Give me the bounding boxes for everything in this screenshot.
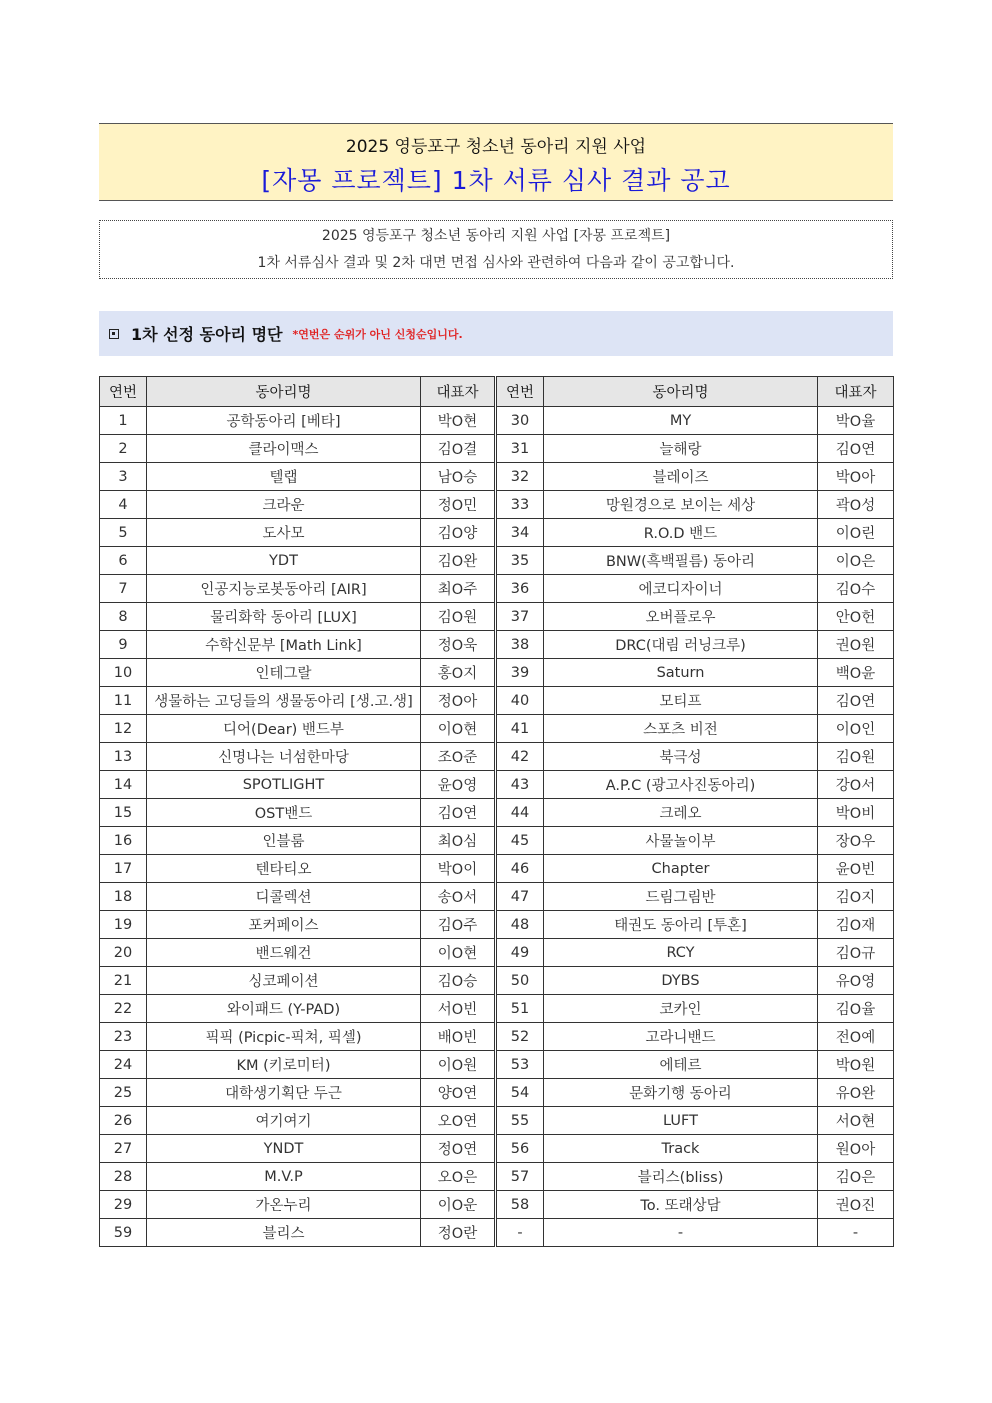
cell-representative: 홍O지 [421,659,496,687]
table-row [100,799,894,827]
cell-no: 47 [496,883,544,911]
table-row [100,435,894,463]
table-row [100,491,894,519]
square-bullet-icon [109,329,119,339]
cell-representative: 이O운 [421,1191,496,1219]
cell-club-name: RCY [544,939,818,967]
cell-club-name: YDT [147,547,421,575]
cell-club-name: LUFT [544,1107,818,1135]
cell-no: 27 [100,1135,147,1163]
cell-club-name: MY [544,407,818,435]
cell-club-name: 생물하는 고딩들의 생물동아리 [생.고.생] [147,687,421,715]
cell-club-name: To. 또래상담 [544,1191,818,1219]
cell-club-name: BNW(흑백필름) 동아리 [544,547,818,575]
table-row [100,1191,894,1219]
cell-representative: 최O심 [421,827,496,855]
cell-representative: 김O원 [818,743,894,771]
header-representative: 대표자 [421,377,496,407]
cell-no: 15 [100,799,147,827]
cell-club-name: KM (키로미터) [147,1051,421,1079]
cell-no: 50 [496,967,544,995]
table-row [100,547,894,575]
cell-no: 5 [100,519,147,547]
cell-representative: 김O수 [818,575,894,603]
cell-no: 20 [100,939,147,967]
cell-representative: 서O빈 [421,995,496,1023]
cell-no: 19 [100,911,147,939]
cell-no: 56 [496,1135,544,1163]
table-row [100,715,894,743]
cell-club-name: 싱코페이션 [147,967,421,995]
cell-no: - [496,1219,544,1247]
cell-representative: 곽O성 [818,491,894,519]
table-row [100,687,894,715]
cell-representative: 오O연 [421,1107,496,1135]
intro-line-2: 1차 서류심사 결과 및 2차 대면 면접 심사와 관련하여 다음과 같이 공고합니다. [257,255,735,271]
cell-representative: 김O연 [421,799,496,827]
table-row [100,911,894,939]
cell-club-name: 모티프 [544,687,818,715]
cell-no: 13 [100,743,147,771]
cell-representative: 배O빈 [421,1023,496,1051]
table-row [100,603,894,631]
cell-no: 45 [496,827,544,855]
cell-no: 7 [100,575,147,603]
table-row [100,1107,894,1135]
cell-representative: 유O영 [818,967,894,995]
table-row [100,771,894,799]
cell-club-name: 수학신문부 [Math Link] [147,631,421,659]
cell-no: 12 [100,715,147,743]
cell-representative: 정O민 [421,491,496,519]
cell-representative: 박O원 [818,1051,894,1079]
program-title: 2025 영등포구 청소년 동아리 지원 사업 [345,137,647,157]
cell-club-name: 사물놀이부 [544,827,818,855]
cell-no: 26 [100,1107,147,1135]
cell-no: 43 [496,771,544,799]
cell-club-name: Saturn [544,659,818,687]
cell-club-name: 포커페이스 [147,911,421,939]
cell-representative: 김O주 [421,911,496,939]
cell-representative: 이O인 [818,715,894,743]
cell-representative: 김O결 [421,435,496,463]
cell-club-name: 와이패드 (Y-PAD) [147,995,421,1023]
cell-representative: 윤O영 [421,771,496,799]
table-row [100,995,894,1023]
cell-no: 54 [496,1079,544,1107]
cell-representative: 박O율 [818,407,894,435]
cell-no: 18 [100,883,147,911]
cell-no: 38 [496,631,544,659]
cell-no: 44 [496,799,544,827]
table-row [100,1023,894,1051]
cell-club-name: - [544,1219,818,1247]
cell-representative: 박O이 [421,855,496,883]
cell-representative: 강O서 [818,771,894,799]
cell-club-name: 에코디자이너 [544,575,818,603]
cell-representative: 김O원 [421,603,496,631]
cell-representative: 백O윤 [818,659,894,687]
cell-club-name: 블리스(bliss) [544,1163,818,1191]
cell-representative: 김O재 [818,911,894,939]
cell-representative: 권O진 [818,1191,894,1219]
cell-club-name: 물리화학 동아리 [LUX] [147,603,421,631]
cell-club-name: 크라운 [147,491,421,519]
cell-representative: 정O연 [421,1135,496,1163]
cell-representative: 김O승 [421,967,496,995]
cell-no: 36 [496,575,544,603]
cell-no: 2 [100,435,147,463]
cell-club-name: 크레오 [544,799,818,827]
cell-no: 25 [100,1079,147,1107]
table-row [100,631,894,659]
cell-representative: 김O연 [818,687,894,715]
cell-representative: 원O아 [818,1135,894,1163]
cell-representative: 서O현 [818,1107,894,1135]
intro-line-1: 2025 영등포구 청소년 동아리 지원 사업 [자몽 프로젝트] [321,228,671,244]
header-no: 연번 [100,377,147,407]
cell-club-name: Track [544,1135,818,1163]
notice-title: [자몽 프로젝트] 1차 서류 심사 결과 공고 [261,166,731,195]
cell-club-name: R.O.D 밴드 [544,519,818,547]
cell-no: 52 [496,1023,544,1051]
cell-no: 46 [496,855,544,883]
cell-club-name: 인공지능로봇동아리 [AIR] [147,575,421,603]
cell-representative: 윤O빈 [818,855,894,883]
cell-no: 23 [100,1023,147,1051]
cell-club-name: 드림그림반 [544,883,818,911]
cell-representative: 김O은 [818,1163,894,1191]
cell-representative: 김O완 [421,547,496,575]
cell-no: 32 [496,463,544,491]
table-row [100,1079,894,1107]
cell-no: 58 [496,1191,544,1219]
table-row [100,463,894,491]
cell-representative: 유O완 [818,1079,894,1107]
cell-no: 21 [100,967,147,995]
cell-no: 22 [100,995,147,1023]
cell-no: 42 [496,743,544,771]
cell-no: 57 [496,1163,544,1191]
club-list-table [99,376,894,1247]
cell-no: 9 [100,631,147,659]
cell-representative: 정O욱 [421,631,496,659]
section-note: *연번은 순위가 아닌 신청순입니다. [292,327,463,341]
table-header-row [100,377,894,407]
cell-club-name: 픽픽 (Picpic-픽쳐, 픽셀) [147,1023,421,1051]
cell-representative: 박O현 [421,407,496,435]
cell-club-name: 북극성 [544,743,818,771]
cell-representative: 이O현 [421,715,496,743]
cell-representative: 전O예 [818,1023,894,1051]
cell-club-name: 밴드웨건 [147,939,421,967]
cell-club-name: 망원경으로 보이는 세상 [544,491,818,519]
cell-representative: 김O연 [818,435,894,463]
cell-no: 1 [100,407,147,435]
table-row [100,407,894,435]
cell-club-name: 가온누리 [147,1191,421,1219]
header-club-name: 동아리명 [147,377,421,407]
cell-club-name: YNDT [147,1135,421,1163]
cell-no: 4 [100,491,147,519]
cell-representative: 이O린 [818,519,894,547]
table-row [100,743,894,771]
cell-club-name: 도사모 [147,519,421,547]
cell-club-name: 디어(Dear) 밴드부 [147,715,421,743]
table-row [100,659,894,687]
cell-no: 55 [496,1107,544,1135]
table-row [100,855,894,883]
cell-representative: 김O규 [818,939,894,967]
cell-no: 40 [496,687,544,715]
cell-club-name: 신명나는 너섬한마당 [147,743,421,771]
cell-club-name: 오버플로우 [544,603,818,631]
table-row [100,967,894,995]
cell-no: 51 [496,995,544,1023]
header-club-name: 동아리명 [544,377,818,407]
table-row [100,1163,894,1191]
cell-club-name: 블레이즈 [544,463,818,491]
cell-club-name: 태권도 동아리 [투혼] [544,911,818,939]
cell-no: 10 [100,659,147,687]
cell-no: 11 [100,687,147,715]
section-header [99,311,893,356]
cell-representative: 송O서 [421,883,496,911]
cell-club-name: 인블룸 [147,827,421,855]
cell-representative: 남O승 [421,463,496,491]
table-row [100,827,894,855]
cell-no: 34 [496,519,544,547]
cell-club-name: 여기여기 [147,1107,421,1135]
section-title: 1차 선정 동아리 명단 [131,325,283,344]
cell-no: 16 [100,827,147,855]
cell-club-name: A.P.C (광고사진동아리) [544,771,818,799]
cell-representative: 이O원 [421,1051,496,1079]
cell-representative: 김O지 [818,883,894,911]
table-row [100,939,894,967]
cell-club-name: DRC(대림 러닝크루) [544,631,818,659]
cell-club-name: 대학생기획단 두근 [147,1079,421,1107]
table-row [100,1219,894,1247]
cell-no: 59 [100,1219,147,1247]
cell-club-name: 스포츠 비전 [544,715,818,743]
cell-no: 30 [496,407,544,435]
cell-representative: 조O준 [421,743,496,771]
cell-no: 8 [100,603,147,631]
cell-club-name: 고라니밴드 [544,1023,818,1051]
cell-club-name: 디콜렉션 [147,883,421,911]
cell-representative: - [818,1219,894,1247]
cell-no: 37 [496,603,544,631]
cell-representative: 장O우 [818,827,894,855]
cell-no: 53 [496,1051,544,1079]
table-row [100,883,894,911]
cell-club-name: 코카인 [544,995,818,1023]
cell-club-name: OST밴드 [147,799,421,827]
header-representative: 대표자 [818,377,894,407]
cell-representative: 김O율 [818,995,894,1023]
cell-club-name: DYBS [544,967,818,995]
cell-no: 29 [100,1191,147,1219]
cell-no: 35 [496,547,544,575]
cell-representative: 이O은 [818,547,894,575]
cell-representative: 양O연 [421,1079,496,1107]
cell-representative: 최O주 [421,575,496,603]
cell-representative: 정O란 [421,1219,496,1247]
cell-representative: 오O은 [421,1163,496,1191]
cell-club-name: 텐타티오 [147,855,421,883]
cell-no: 33 [496,491,544,519]
cell-club-name: 블리스 [147,1219,421,1247]
cell-club-name: 텔랩 [147,463,421,491]
title-banner [99,123,893,201]
cell-representative: 이O현 [421,939,496,967]
cell-representative: 안O헌 [818,603,894,631]
cell-no: 14 [100,771,147,799]
table-row [100,575,894,603]
cell-representative: 정O아 [421,687,496,715]
cell-no: 6 [100,547,147,575]
cell-no: 28 [100,1163,147,1191]
intro-box [99,220,893,279]
cell-no: 41 [496,715,544,743]
cell-club-name: Chapter [544,855,818,883]
cell-club-name: SPOTLIGHT [147,771,421,799]
cell-no: 49 [496,939,544,967]
cell-club-name: 인테그랄 [147,659,421,687]
header-no: 연번 [496,377,544,407]
cell-club-name: 공학동아리 [베타] [147,407,421,435]
cell-representative: 박O아 [818,463,894,491]
cell-no: 39 [496,659,544,687]
cell-no: 48 [496,911,544,939]
cell-club-name: 클라이맥스 [147,435,421,463]
cell-representative: 김O양 [421,519,496,547]
table-row [100,1051,894,1079]
table-row [100,1135,894,1163]
cell-club-name: 에테르 [544,1051,818,1079]
cell-no: 24 [100,1051,147,1079]
cell-no: 3 [100,463,147,491]
cell-club-name: M.V.P [147,1163,421,1191]
cell-representative: 권O원 [818,631,894,659]
cell-club-name: 문화기행 동아리 [544,1079,818,1107]
cell-representative: 박O비 [818,799,894,827]
cell-club-name: 늘해랑 [544,435,818,463]
table-row [100,519,894,547]
cell-no: 31 [496,435,544,463]
cell-no: 17 [100,855,147,883]
